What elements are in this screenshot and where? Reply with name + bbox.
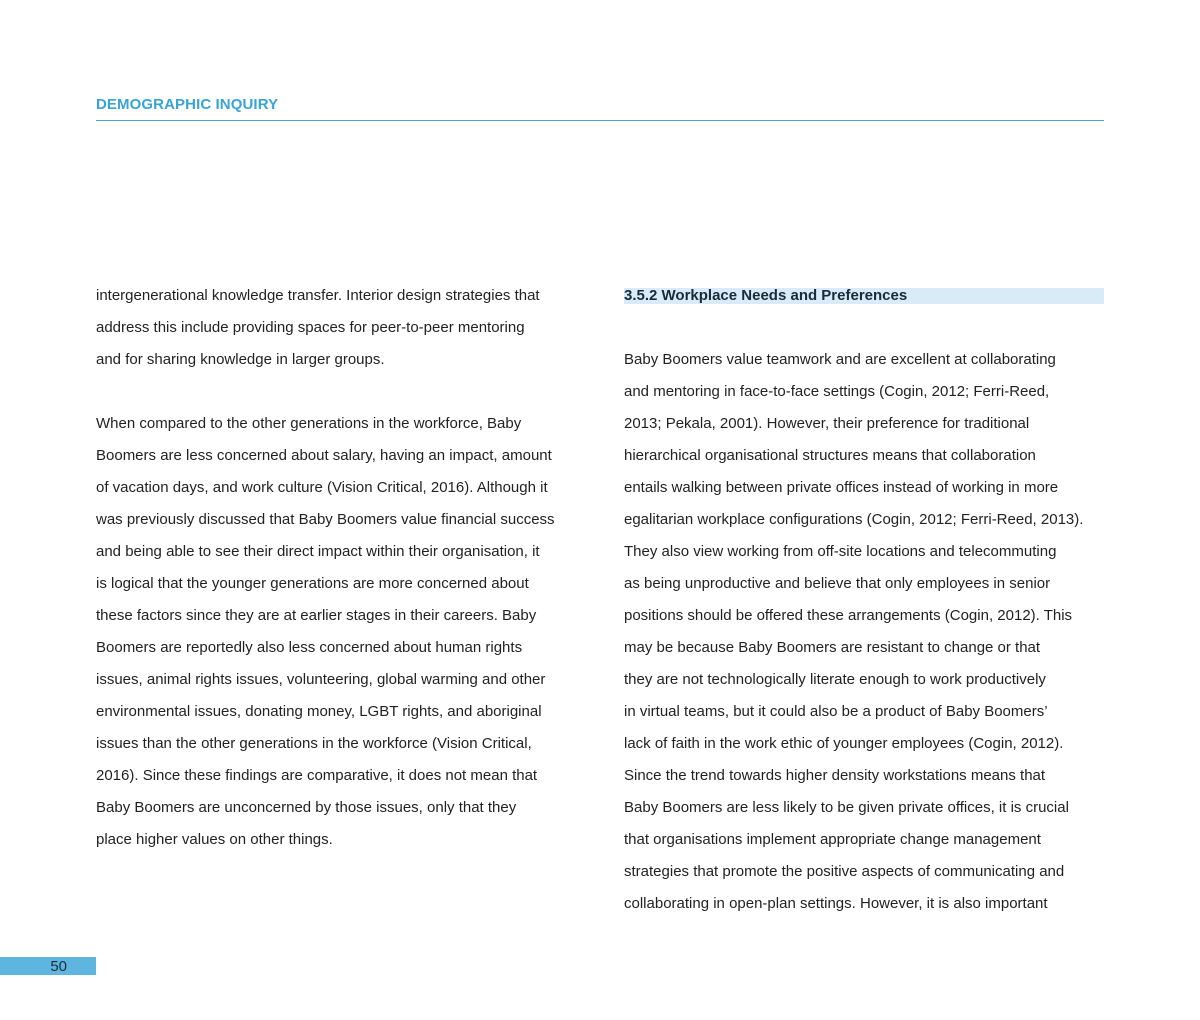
body-line: When compared to the other generations in the workforce, Baby	[96, 415, 522, 432]
body-line: Boomers are reportedly also less concerned about human rights	[96, 639, 523, 656]
body-line: Since the trend towards higher density workstations means that	[624, 767, 1046, 784]
body-line: they are not technologically literate enough to work productively	[624, 671, 1046, 688]
body-line: positions should be offered these arrangements (Cogin, 2012). This	[624, 607, 1073, 624]
page-number: 50	[50, 958, 67, 975]
body-line: of vacation days, and work culture (Vision Critical, 2016). Although it	[96, 479, 548, 496]
body-line: may be because Baby Boomers are resistant to change or that	[624, 639, 1041, 656]
body-line: place higher values on other things.	[96, 831, 333, 848]
paragraph-break	[624, 312, 1104, 344]
body-line: and mentoring in face-to-face settings (Cogin, 2012; Ferri-Reed,	[624, 383, 1050, 400]
body-line: strategies that promote the positive aspects of communicating and	[624, 863, 1065, 880]
body-line: address this include providing spaces for peer-to-peer mentoring	[96, 319, 525, 336]
body-line: and for sharing knowledge in larger groups.	[96, 351, 385, 368]
body-line: was previously discussed that Baby Boomers value financial success	[96, 511, 555, 528]
body-line: is logical that the younger generations are more concerned about	[96, 575, 529, 592]
body-line: 2016). Since these findings are comparative, it does not mean that	[96, 767, 538, 784]
body-line: as being unproductive and believe that only employees in senior	[624, 575, 1051, 592]
body-line: intergenerational knowledge transfer. Interior design strategies that	[96, 287, 540, 304]
body-line: egalitarian workplace configurations (Cogin, 2012; Ferri-Reed, 2013).	[624, 511, 1084, 528]
body-line: 2013; Pekala, 2001). However, their preference for traditional	[624, 415, 1030, 432]
body-line: hierarchical organisational structures means that collaboration	[624, 447, 1036, 464]
paragraph-break	[96, 376, 580, 408]
body-line: issues than the other generations in the workforce (Vision Critical,	[96, 735, 532, 752]
body-line: issues, animal rights issues, volunteering, global warming and other	[96, 671, 546, 688]
page-number-tab	[0, 957, 96, 975]
left-text-column	[96, 280, 580, 856]
body-line: Boomers are less concerned about salary, having an impact, amount	[96, 447, 552, 464]
body-line: They also view working from off-site locations and telecommuting	[624, 543, 1057, 560]
body-line: these factors since they are at earlier stages in their careers. Baby	[96, 607, 537, 624]
body-line: lack of faith in the work ethic of younger employees (Cogin, 2012).	[624, 735, 1064, 752]
running-header	[96, 96, 1104, 121]
body-line: Baby Boomers are unconcerned by those issues, only that they	[96, 799, 517, 816]
body-line: that organisations implement appropriate change management	[624, 831, 1041, 848]
right-text-column	[624, 280, 1104, 920]
body-line: collaborating in open-plan settings. However, it is also important	[624, 895, 1048, 912]
body-line: in virtual teams, but it could also be a product of Baby Boomers’	[624, 703, 1048, 720]
section-heading: 3.5.2 Workplace Needs and Preferences	[624, 288, 1104, 304]
running-header-title: DEMOGRAPHIC INQUIRY	[96, 96, 279, 113]
body-line: environmental issues, donating money, LGBT rights, and aboriginal	[96, 703, 542, 720]
body-line: Baby Boomers are less likely to be given private offices, it is crucial	[624, 799, 1069, 816]
body-line: entails walking between private offices instead of working in more	[624, 479, 1059, 496]
body-line: Baby Boomers value teamwork and are excellent at collaborating	[624, 351, 1056, 368]
body-line: and being able to see their direct impact within their organisation, it	[96, 543, 540, 560]
